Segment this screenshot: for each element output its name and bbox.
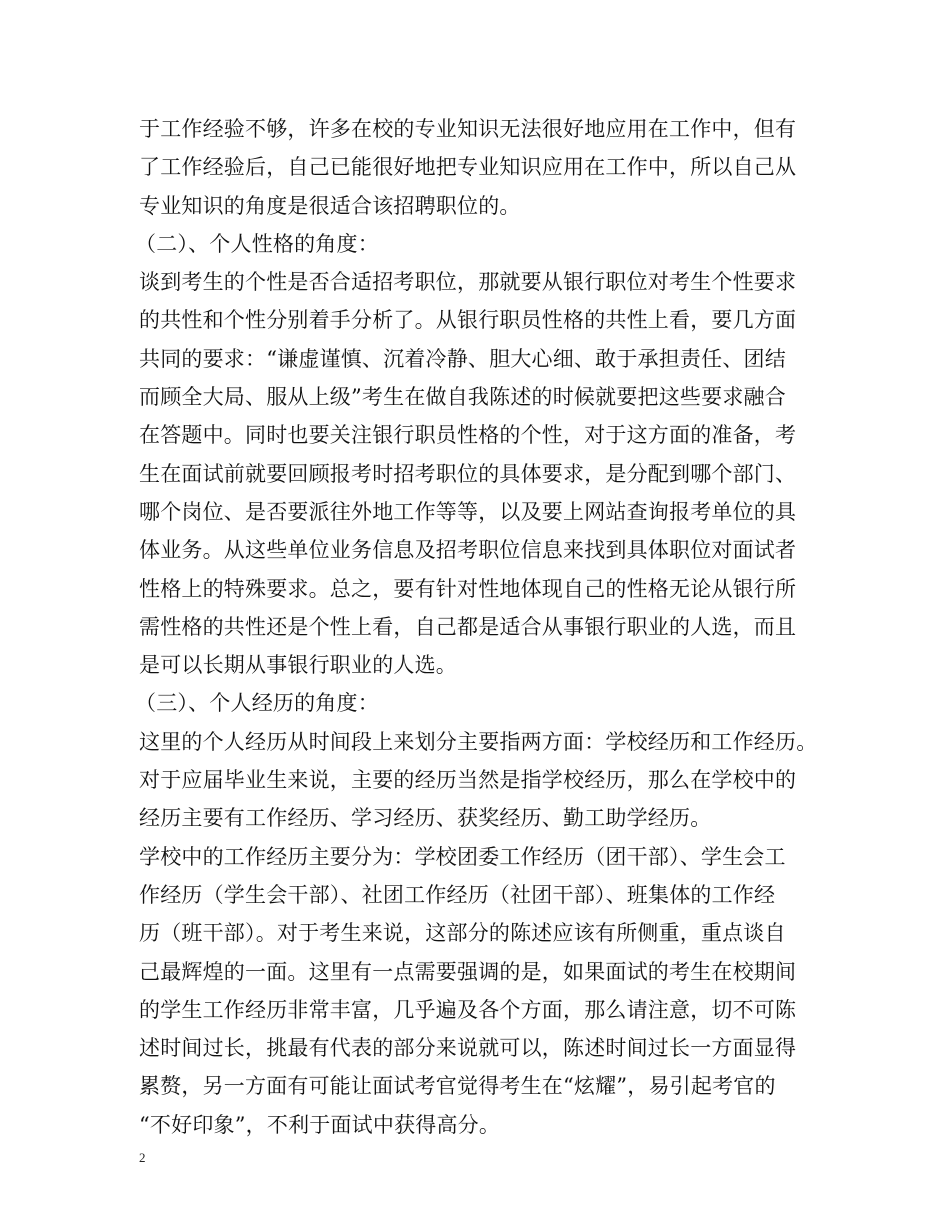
text-line: 共同的要求：“谦虚谨慎、沉着冷静、胆大心细、敢于承担责任、团结 xyxy=(139,346,786,371)
text-line: 这里的个人经历从时间段上来划分主要指两方面：学校经历和工作经历。 xyxy=(139,729,818,754)
text-line: 历（班干部）。对于考生来说，这部分的陈述应该有所侧重，重点谈自 xyxy=(139,921,786,946)
text-line: 了工作经验后，自己已能很好地把专业知识应用在工作中，所以自己从 xyxy=(139,155,797,180)
text-line: 于工作经验不够，许多在校的专业知识无法很好地应用在工作中，但有 xyxy=(139,117,797,141)
text-line: 是可以长期从事银行职业的人选。 xyxy=(139,653,457,678)
text-line: 学校中的工作经历主要分为：学校团委工作经历（团干部）、学生会工 xyxy=(139,844,786,869)
text-line: 哪个岗位、是否要派往外地工作等等，以及要上网站查询报考单位的具 xyxy=(139,499,797,524)
text-line: 己最辉煌的一面。这里有一点需要强调的是，如果面试的考生在校期间 xyxy=(139,959,797,984)
text-line: 作经历（学生会干部）、社团工作经历（社团干部）、班集体的工作经 xyxy=(139,882,776,907)
page-number: 2 xyxy=(139,1150,146,1165)
text-line: 累赘，另一方面有可能让面试考官觉得考生在“炫耀”，易引起考官的 xyxy=(139,1074,776,1099)
text-line: 性格上的特殊要求。总之，要有针对性地体现自己的性格无论从银行所 xyxy=(139,576,797,601)
text-line: 对于应届毕业生来说，主要的经历当然是指学校经历，那么在学校中的 xyxy=(139,768,797,793)
text-line: 的学生工作经历非常丰富，几乎遍及各个方面，那么请注意，切不可陈 xyxy=(139,997,797,1022)
text-line: 述时间过长，挑最有代表的部分来说就可以，陈述时间过长一方面显得 xyxy=(139,1036,797,1061)
section-heading-personality: （二）、个人性格的角度： xyxy=(135,231,379,256)
text-line: 体业务。从这些单位业务信息及招考职位信息来找到具体职位对面试者 xyxy=(139,538,797,563)
text-line: 需性格的共性还是个性上看，自己都是适合从事银行职业的人选，而且 xyxy=(139,614,797,639)
text-line: “不好印象”，不利于面试中获得高分。 xyxy=(139,1112,501,1137)
document-body xyxy=(135,110,829,1144)
text-line: 专业知识的角度是很适合该招聘职位的。 xyxy=(139,193,521,218)
text-line: 的共性和个性分别着手分析了。从银行职员性格的共性上看，要几方面 xyxy=(139,308,797,333)
section-heading-experience: （三）、个人经历的角度： xyxy=(135,691,379,716)
text-line: 经历主要有工作经历、学习经历、获奖经历、勤工助学经历。 xyxy=(139,806,712,831)
text-line: 在答题中。同时也要关注银行职员性格的个性，对于这方面的准备，考 xyxy=(139,423,797,448)
text-line: 生在面试前就要回顾报考时招考职位的具体要求，是分配到哪个部门、 xyxy=(139,461,797,486)
text-line: 谈到考生的个性是否合适招考职位，那就要从银行职位对考生个性要求 xyxy=(139,270,797,295)
text-line: 而顾全大局、服从上级”考生在做自我陈述的时候就要把这些要求融合 xyxy=(139,385,786,410)
